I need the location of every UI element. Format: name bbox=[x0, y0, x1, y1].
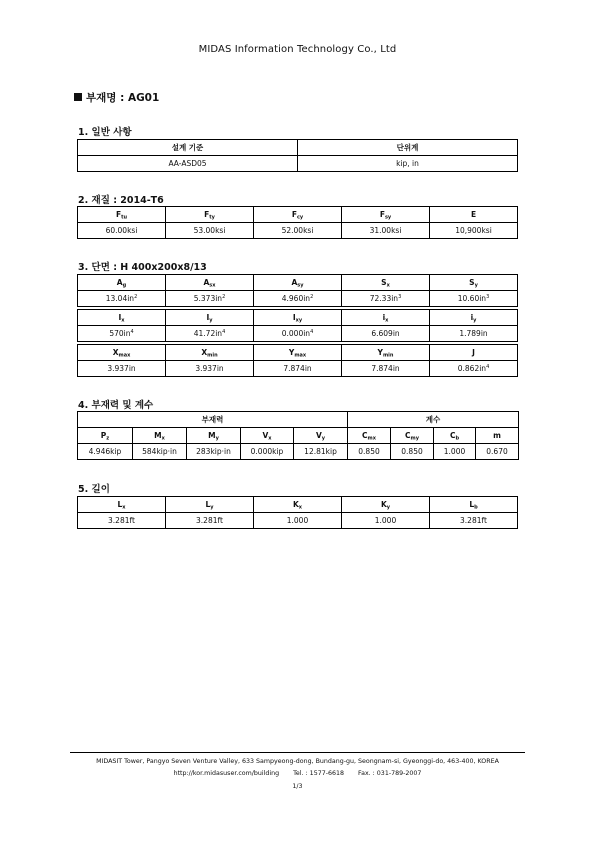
value-cell: 10,900ksi bbox=[430, 223, 518, 239]
value-cell: 1.789in bbox=[430, 326, 518, 342]
table-row bbox=[78, 326, 518, 342]
material-table bbox=[77, 206, 518, 239]
value-cell: 3.937in bbox=[78, 361, 166, 377]
header-cell: $P_z$ bbox=[78, 428, 133, 444]
member-title bbox=[74, 90, 159, 105]
table-header-row bbox=[78, 140, 518, 156]
header-unit-system: 단위계 bbox=[298, 140, 518, 156]
symbol: Y bbox=[288, 347, 295, 357]
header-cell: $C_{mx}$ bbox=[348, 428, 391, 444]
value-unit-system: kip, in bbox=[298, 156, 518, 172]
header-cell bbox=[430, 275, 518, 291]
section-title-forces: 4. 부재력 및 계수 bbox=[78, 400, 154, 411]
subscript: min bbox=[207, 352, 218, 358]
member-label: 부재명 : AG01 bbox=[86, 92, 160, 104]
header-cell: $K_x$ bbox=[254, 497, 342, 513]
section-title-general: 1. 일반 사항 bbox=[78, 127, 132, 138]
value-cell: $13.04in^2$ bbox=[78, 291, 166, 307]
symbol: F bbox=[291, 209, 297, 219]
header-cell bbox=[254, 310, 342, 326]
subscript: xy bbox=[295, 317, 303, 323]
header-cell bbox=[430, 207, 518, 223]
header-cell: $M_x$ bbox=[133, 428, 187, 444]
table-header-row bbox=[78, 275, 518, 291]
value-cell: 4.946kip bbox=[78, 444, 133, 460]
value-cell: 283kip·in bbox=[187, 444, 241, 460]
footer-contact bbox=[0, 770, 595, 777]
table-header-row bbox=[78, 428, 519, 444]
value-cell: 12.81kip bbox=[294, 444, 348, 460]
value-cell: 60.00ksi bbox=[78, 223, 166, 239]
value-cell: 3.937in bbox=[166, 361, 254, 377]
forces-table bbox=[77, 411, 519, 460]
length-table bbox=[77, 496, 518, 529]
symbol: J bbox=[472, 347, 475, 357]
subscript: cy bbox=[296, 214, 304, 220]
symbol: I bbox=[206, 312, 210, 322]
header-cell bbox=[78, 207, 166, 223]
company-header: MIDAS Information Technology Co., Ltd bbox=[198, 44, 397, 55]
header-cell: $L_b$ bbox=[430, 497, 518, 513]
symbol: I bbox=[292, 312, 296, 322]
subscript: min bbox=[382, 352, 394, 358]
header-cell: $C_{my}$ bbox=[391, 428, 434, 444]
section-table-3 bbox=[77, 344, 518, 377]
subscript: sx bbox=[209, 282, 216, 288]
table-row bbox=[78, 291, 518, 307]
header-cell bbox=[342, 345, 430, 361]
header-cell bbox=[254, 345, 342, 361]
value-cell: $0.862in^4$ bbox=[430, 361, 518, 377]
value-cell: $41.72in^4$ bbox=[166, 326, 254, 342]
table-row bbox=[78, 513, 518, 529]
subscript: max bbox=[294, 352, 307, 358]
symbol: F bbox=[115, 209, 122, 219]
subscript: max bbox=[118, 352, 131, 358]
group-header-coefficients: 계수 bbox=[348, 412, 519, 428]
table-header-row bbox=[78, 207, 518, 223]
value-cell: $5.373in^2$ bbox=[166, 291, 254, 307]
table-row bbox=[78, 361, 518, 377]
table-row bbox=[78, 444, 519, 460]
value-cell: 3.281ft bbox=[78, 513, 166, 529]
header-cell: $L_x$ bbox=[78, 497, 166, 513]
header-cell bbox=[342, 310, 430, 326]
value-cell: 0.670 bbox=[476, 444, 519, 460]
section-title-length: 5. 길이 bbox=[78, 484, 110, 495]
value-cell: 1.000 bbox=[254, 513, 342, 529]
value-cell: 3.281ft bbox=[166, 513, 254, 529]
symbol: i bbox=[382, 312, 386, 322]
subscript: x bbox=[386, 282, 390, 288]
footer-fax: Fax. : 031-789-2007 bbox=[358, 770, 422, 777]
section-title-material: 2. 재질 : 2014-T6 bbox=[78, 195, 164, 206]
header-cell bbox=[78, 310, 166, 326]
header-cell: $L_y$ bbox=[166, 497, 254, 513]
symbol: X bbox=[201, 347, 208, 357]
value-cell: 31.00ksi bbox=[342, 223, 430, 239]
symbol: E bbox=[470, 209, 477, 219]
header-cell: $C_b$ bbox=[434, 428, 476, 444]
header-cell bbox=[166, 310, 254, 326]
symbol: F bbox=[379, 209, 385, 219]
footer-address: MIDASIT Tower, Pangyo Seven Venture Valley, 633 Sampyeong-dong, Bundang-gu, Seongnam-si, Gyeonggi-do, 463-400, KOREA bbox=[96, 758, 499, 765]
header-cell bbox=[342, 207, 430, 223]
value-cell: 0.850 bbox=[391, 444, 434, 460]
subscript: x bbox=[121, 317, 125, 323]
value-cell: 0.000kip bbox=[241, 444, 294, 460]
page-number: 1/3 bbox=[292, 783, 303, 790]
table-header-row bbox=[78, 345, 518, 361]
section-title-section: 3. 단면 : H 400x200x8/13 bbox=[78, 262, 207, 273]
value-cell: 52.00ksi bbox=[254, 223, 342, 239]
footer-tel: Tel. : 1577-6618 bbox=[293, 770, 345, 777]
symbol: A bbox=[116, 277, 123, 287]
symbol: X bbox=[112, 347, 119, 357]
value-cell: 3.281ft bbox=[430, 513, 518, 529]
subscript: x bbox=[385, 317, 389, 323]
header-cell bbox=[166, 345, 254, 361]
table-header-row bbox=[78, 497, 518, 513]
symbol: i bbox=[470, 312, 474, 322]
header-cell bbox=[166, 275, 254, 291]
general-table bbox=[77, 139, 518, 172]
subscript: sy bbox=[297, 282, 304, 288]
subscript: ty bbox=[209, 214, 215, 220]
table-row bbox=[78, 156, 518, 172]
subscript: y bbox=[473, 317, 477, 323]
table-header-row bbox=[78, 310, 518, 326]
group-header-row bbox=[78, 412, 519, 428]
footer-divider bbox=[70, 752, 525, 753]
group-header-forces: 부재력 bbox=[78, 412, 348, 428]
value-cell: $4.960in^2$ bbox=[254, 291, 342, 307]
table-row bbox=[78, 223, 518, 239]
header-cell bbox=[254, 275, 342, 291]
value-cell: 7.874in bbox=[342, 361, 430, 377]
subscript: y bbox=[209, 317, 213, 323]
symbol: F bbox=[204, 209, 210, 219]
symbol: A bbox=[291, 277, 298, 287]
section-table-2 bbox=[77, 309, 518, 342]
header-cell: $V_x$ bbox=[241, 428, 294, 444]
value-cell: 53.00ksi bbox=[166, 223, 254, 239]
header-cell: $K_y$ bbox=[342, 497, 430, 513]
value-cell: $10.60in^3$ bbox=[430, 291, 518, 307]
value-cell: $570in^4$ bbox=[78, 326, 166, 342]
header-cell bbox=[430, 310, 518, 326]
subscript: tu bbox=[121, 214, 128, 220]
value-cell: 6.609in bbox=[342, 326, 430, 342]
value-cell: 1.000 bbox=[434, 444, 476, 460]
header-cell bbox=[78, 345, 166, 361]
header-cell: $V_y$ bbox=[294, 428, 348, 444]
header-cell: $M_y$ bbox=[187, 428, 241, 444]
header-cell: m bbox=[476, 428, 519, 444]
header-cell bbox=[254, 207, 342, 223]
header-cell bbox=[78, 275, 166, 291]
value-cell: 1.000 bbox=[342, 513, 430, 529]
symbol: I bbox=[118, 312, 122, 322]
subscript: sy bbox=[384, 214, 392, 220]
symbol: S bbox=[381, 277, 387, 287]
footer-url[interactable]: http://kor.midasuser.com/building bbox=[173, 770, 280, 777]
symbol: A bbox=[203, 277, 210, 287]
value-cell: 0.850 bbox=[348, 444, 391, 460]
symbol: S bbox=[469, 277, 475, 287]
header-cell bbox=[430, 345, 518, 361]
square-bullet-icon bbox=[74, 93, 82, 101]
value-cell: 7.874in bbox=[254, 361, 342, 377]
value-cell: $0.000in^4$ bbox=[254, 326, 342, 342]
section-table-1 bbox=[77, 274, 518, 307]
header-cell bbox=[342, 275, 430, 291]
subscript: y bbox=[474, 282, 478, 288]
symbol: Y bbox=[377, 347, 383, 357]
subscript: g bbox=[122, 282, 127, 288]
header-design-code: 설계 기준 bbox=[78, 140, 298, 156]
value-cell: 584kip·in bbox=[133, 444, 187, 460]
header-cell bbox=[166, 207, 254, 223]
value-cell: $72.33in^3$ bbox=[342, 291, 430, 307]
value-design-code: AA-ASD05 bbox=[78, 156, 298, 172]
